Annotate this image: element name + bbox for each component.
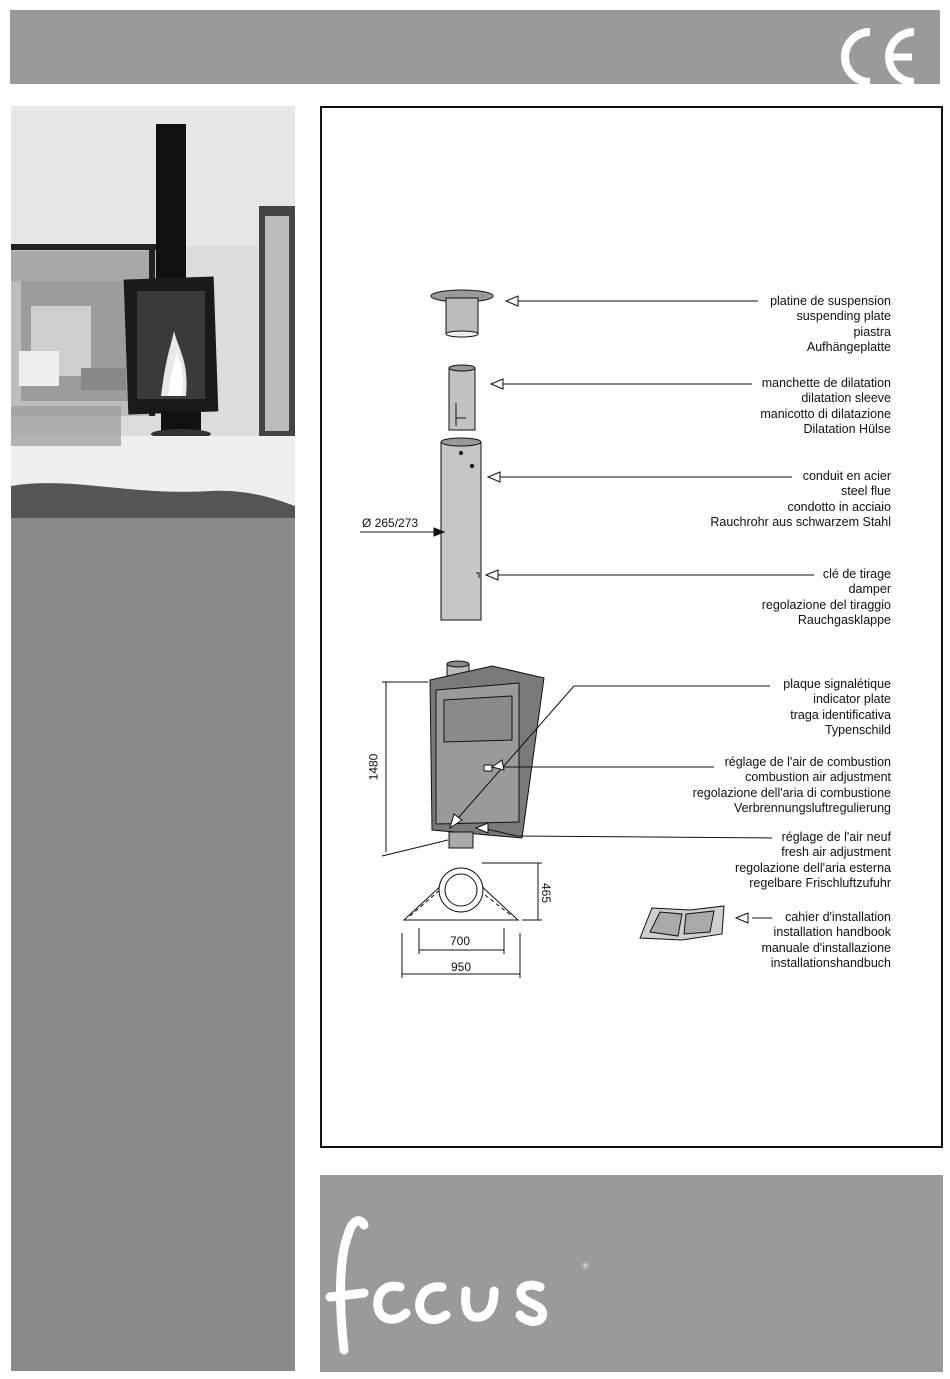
dimension-height: 1480: [366, 753, 381, 781]
exploded-view-diagram: [322, 108, 945, 1150]
registered-mark: ®: [582, 1261, 589, 1271]
dimension-outer-width: 950: [451, 960, 472, 974]
label-steel-flue: conduit en acier steel flue condotto in acciaio Rauchrohr aus schwarzem Stahl: [710, 469, 891, 529]
diagram-panel: [320, 106, 943, 1148]
label-suspending-plate: platine de suspension suspending plate piastra Aufhängeplatte: [770, 294, 891, 354]
label-fresh-air: réglage de l'air neuf fresh air adjustment regolazione dell'aria esterna regelbare Frischluftzufuhr: [735, 830, 891, 890]
label-installation-handbook: cahier d'installation installation handbook manuale d'installazione installationshandbuch: [761, 910, 891, 970]
label-combustion-air: réglage de l'air de combustion combustion air adjustment regolazione dell'aria di combustione Verbrennungsluftregulierung: [692, 755, 891, 815]
dimension-diameter: Ø 265/273: [362, 516, 419, 530]
dimension-depth: 465: [539, 882, 554, 904]
footer-bar: [320, 1175, 943, 1372]
header-bar: [10, 10, 940, 84]
focus-logo: [320, 1175, 620, 1372]
fireplace-photo: [11, 106, 295, 518]
label-indicator-plate: plaque signalétique indicator plate traga identificativa Typenschild: [783, 677, 891, 737]
label-dilatation-sleeve: manchette de dilatation dilatation sleeve manicotto di dilatazione Dilatation Hülse: [760, 376, 891, 436]
ce-mark-icon: [832, 24, 922, 90]
dimension-inner-width: 700: [450, 934, 471, 948]
label-damper: clé de tirage damper regolazione del tiraggio Rauchgasklappe: [761, 567, 891, 627]
